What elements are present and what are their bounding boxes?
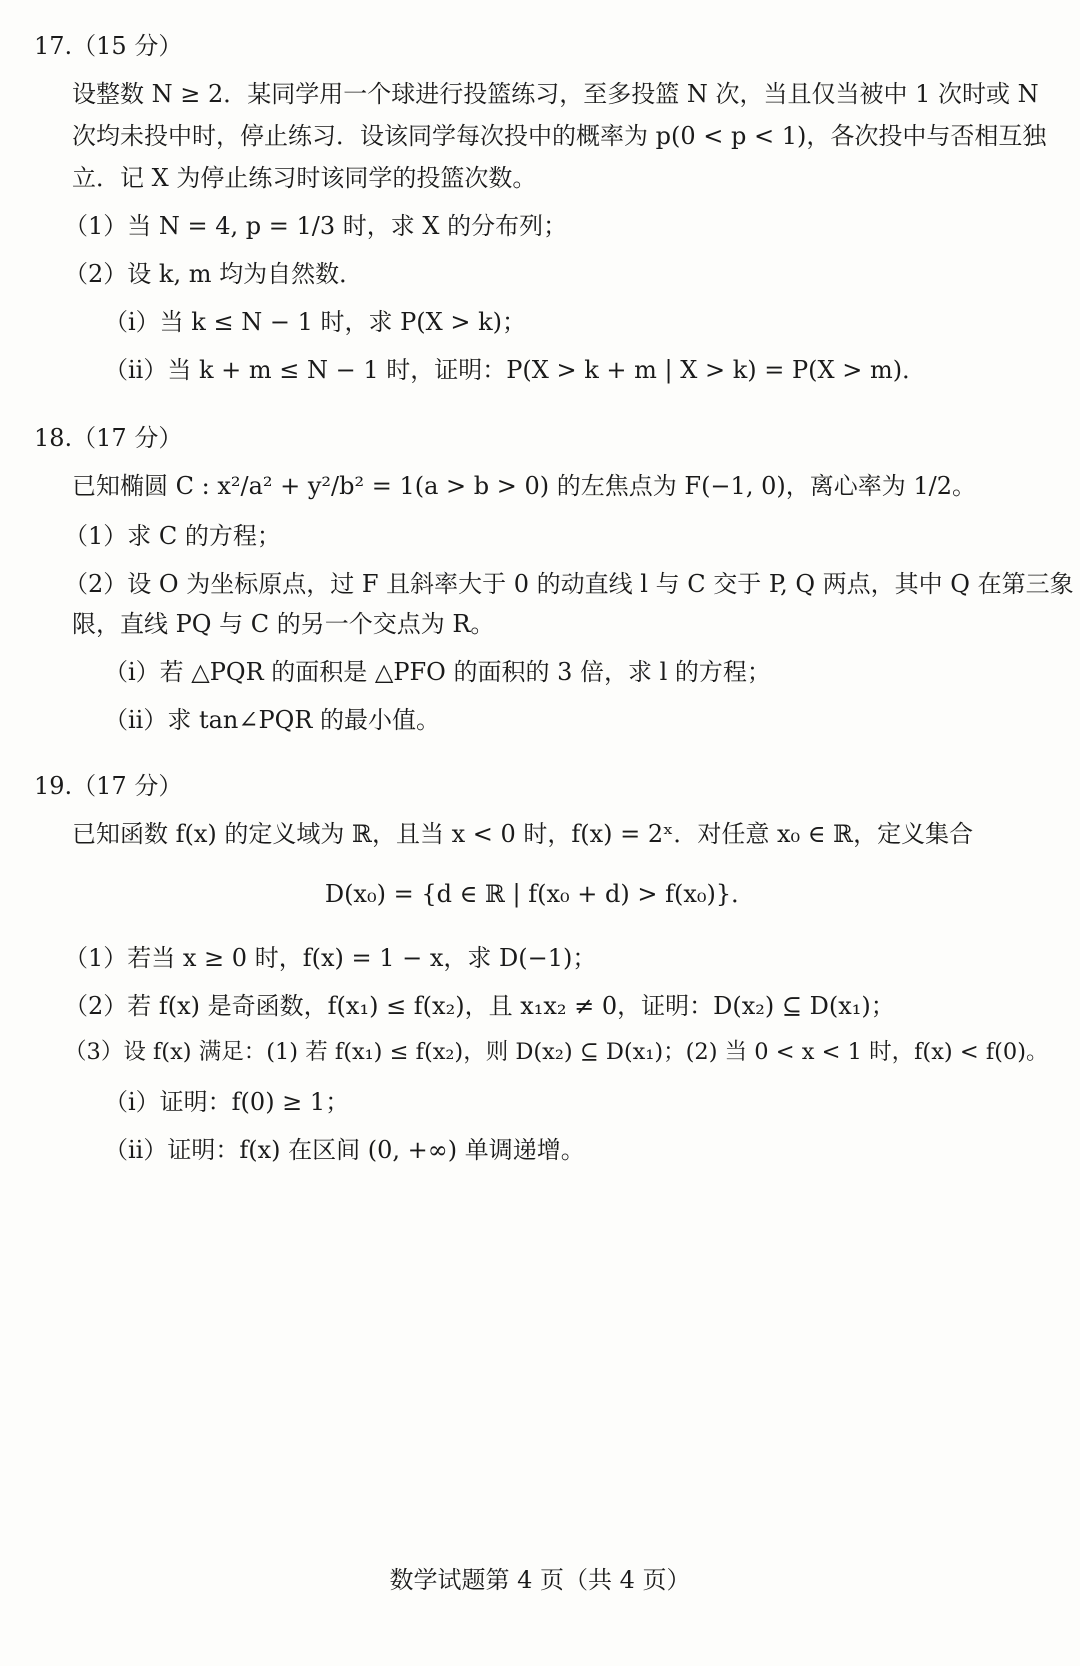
problem-19-line-1: 已知函数 f(x) 的定义域为 ℝ，且当 x < 0 时，f(x) = 2ˣ．对任意 x₀ ∈ ℝ，定义集合 (72, 820, 974, 848)
problem-19-part-1: （1）若当 x ≥ 0 时，f(x) = 1 − x，求 D(−1)； (64, 944, 597, 972)
problem-18-line-1: 已知椭圆 C : x²/a² + y²/b² = 1(a > b > 0) 的左焦点为 F(−1, 0)，离心率为 1/2。 (72, 472, 976, 500)
problem-19-definition: D(x₀) = {d ∈ ℝ | f(x₀ + d) > f(x₀)}． (324, 880, 756, 908)
problem-19-part-3-ii: （ii）证明：f(x) 在区间 (0, +∞) 单调递增。 (104, 1136, 585, 1164)
problem-17-part-2: （2）设 k, m 均为自然数． (64, 260, 364, 288)
problem-17-line-1: 设整数 N ≥ 2．某同学用一个球进行投篮练习，至多投篮 N 次，当且仅当被中 1 次时或 N (72, 80, 1039, 108)
problem-19-part-2: （2）若 f(x) 是奇函数，f(x₁) ≤ f(x₂)，且 x₁x₂ ≠ 0，证明：D(x₂) ⊆ D(x₁)； (64, 992, 895, 1020)
problem-17-part-2-i: （i）当 k ≤ N − 1 时，求 P(X > k)； (104, 308, 526, 336)
problem-19-header: 19.（17 分） (34, 772, 183, 800)
problem-18-part-2-line-1: （2）设 O 为坐标原点，过 F 且斜率大于 0 的动直线 l 与 C 交于 P, Q 两点，其中 Q 在第三象 (64, 570, 1074, 598)
problem-19-part-3-i: （i）证明：f(0) ≥ 1； (104, 1088, 350, 1116)
problem-18-part-2-ii: （ii）求 tan∠PQR 的最小值。 (104, 706, 441, 734)
page-footer: 数学试题第 4 页（共 4 页） (389, 1566, 691, 1594)
problem-18-part-2-i: （i）若 △PQR 的面积是 △PFO 的面积的 3 倍，求 l 的方程； (104, 658, 771, 686)
problem-18-part-1: （1）求 C 的方程； (64, 522, 281, 550)
problem-18-part-2-line-2: 限，直线 PQ 与 C 的另一个交点为 R。 (72, 610, 495, 638)
problem-17-part-1: （1）当 N = 4, p = 1/3 时，求 X 的分布列； (64, 212, 568, 240)
problem-17-line-3: 立．记 X 为停止练习时该同学的投篮次数。 (72, 164, 537, 192)
problem-17-part-2-ii: （ii）当 k + m ≤ N − 1 时，证明：P(X > k + m | X > k) = P(X > m)． (104, 356, 927, 384)
problem-17-line-2: 次均未投中时，停止练习．设该同学每次投中的概率为 p(0 < p < 1)，各次投中与否相互独 (72, 122, 1047, 150)
problem-18-header: 18.（17 分） (34, 424, 183, 452)
problem-19-part-3: （3）设 f(x) 满足：(1) 若 f(x₁) ≤ f(x₂)，则 D(x₂) ⊆ D(x₁)；(2) 当 0 < x < 1 时，f(x) < f(0)。 (64, 1039, 1049, 1065)
problem-17-header: 17.（15 分） (34, 32, 183, 60)
